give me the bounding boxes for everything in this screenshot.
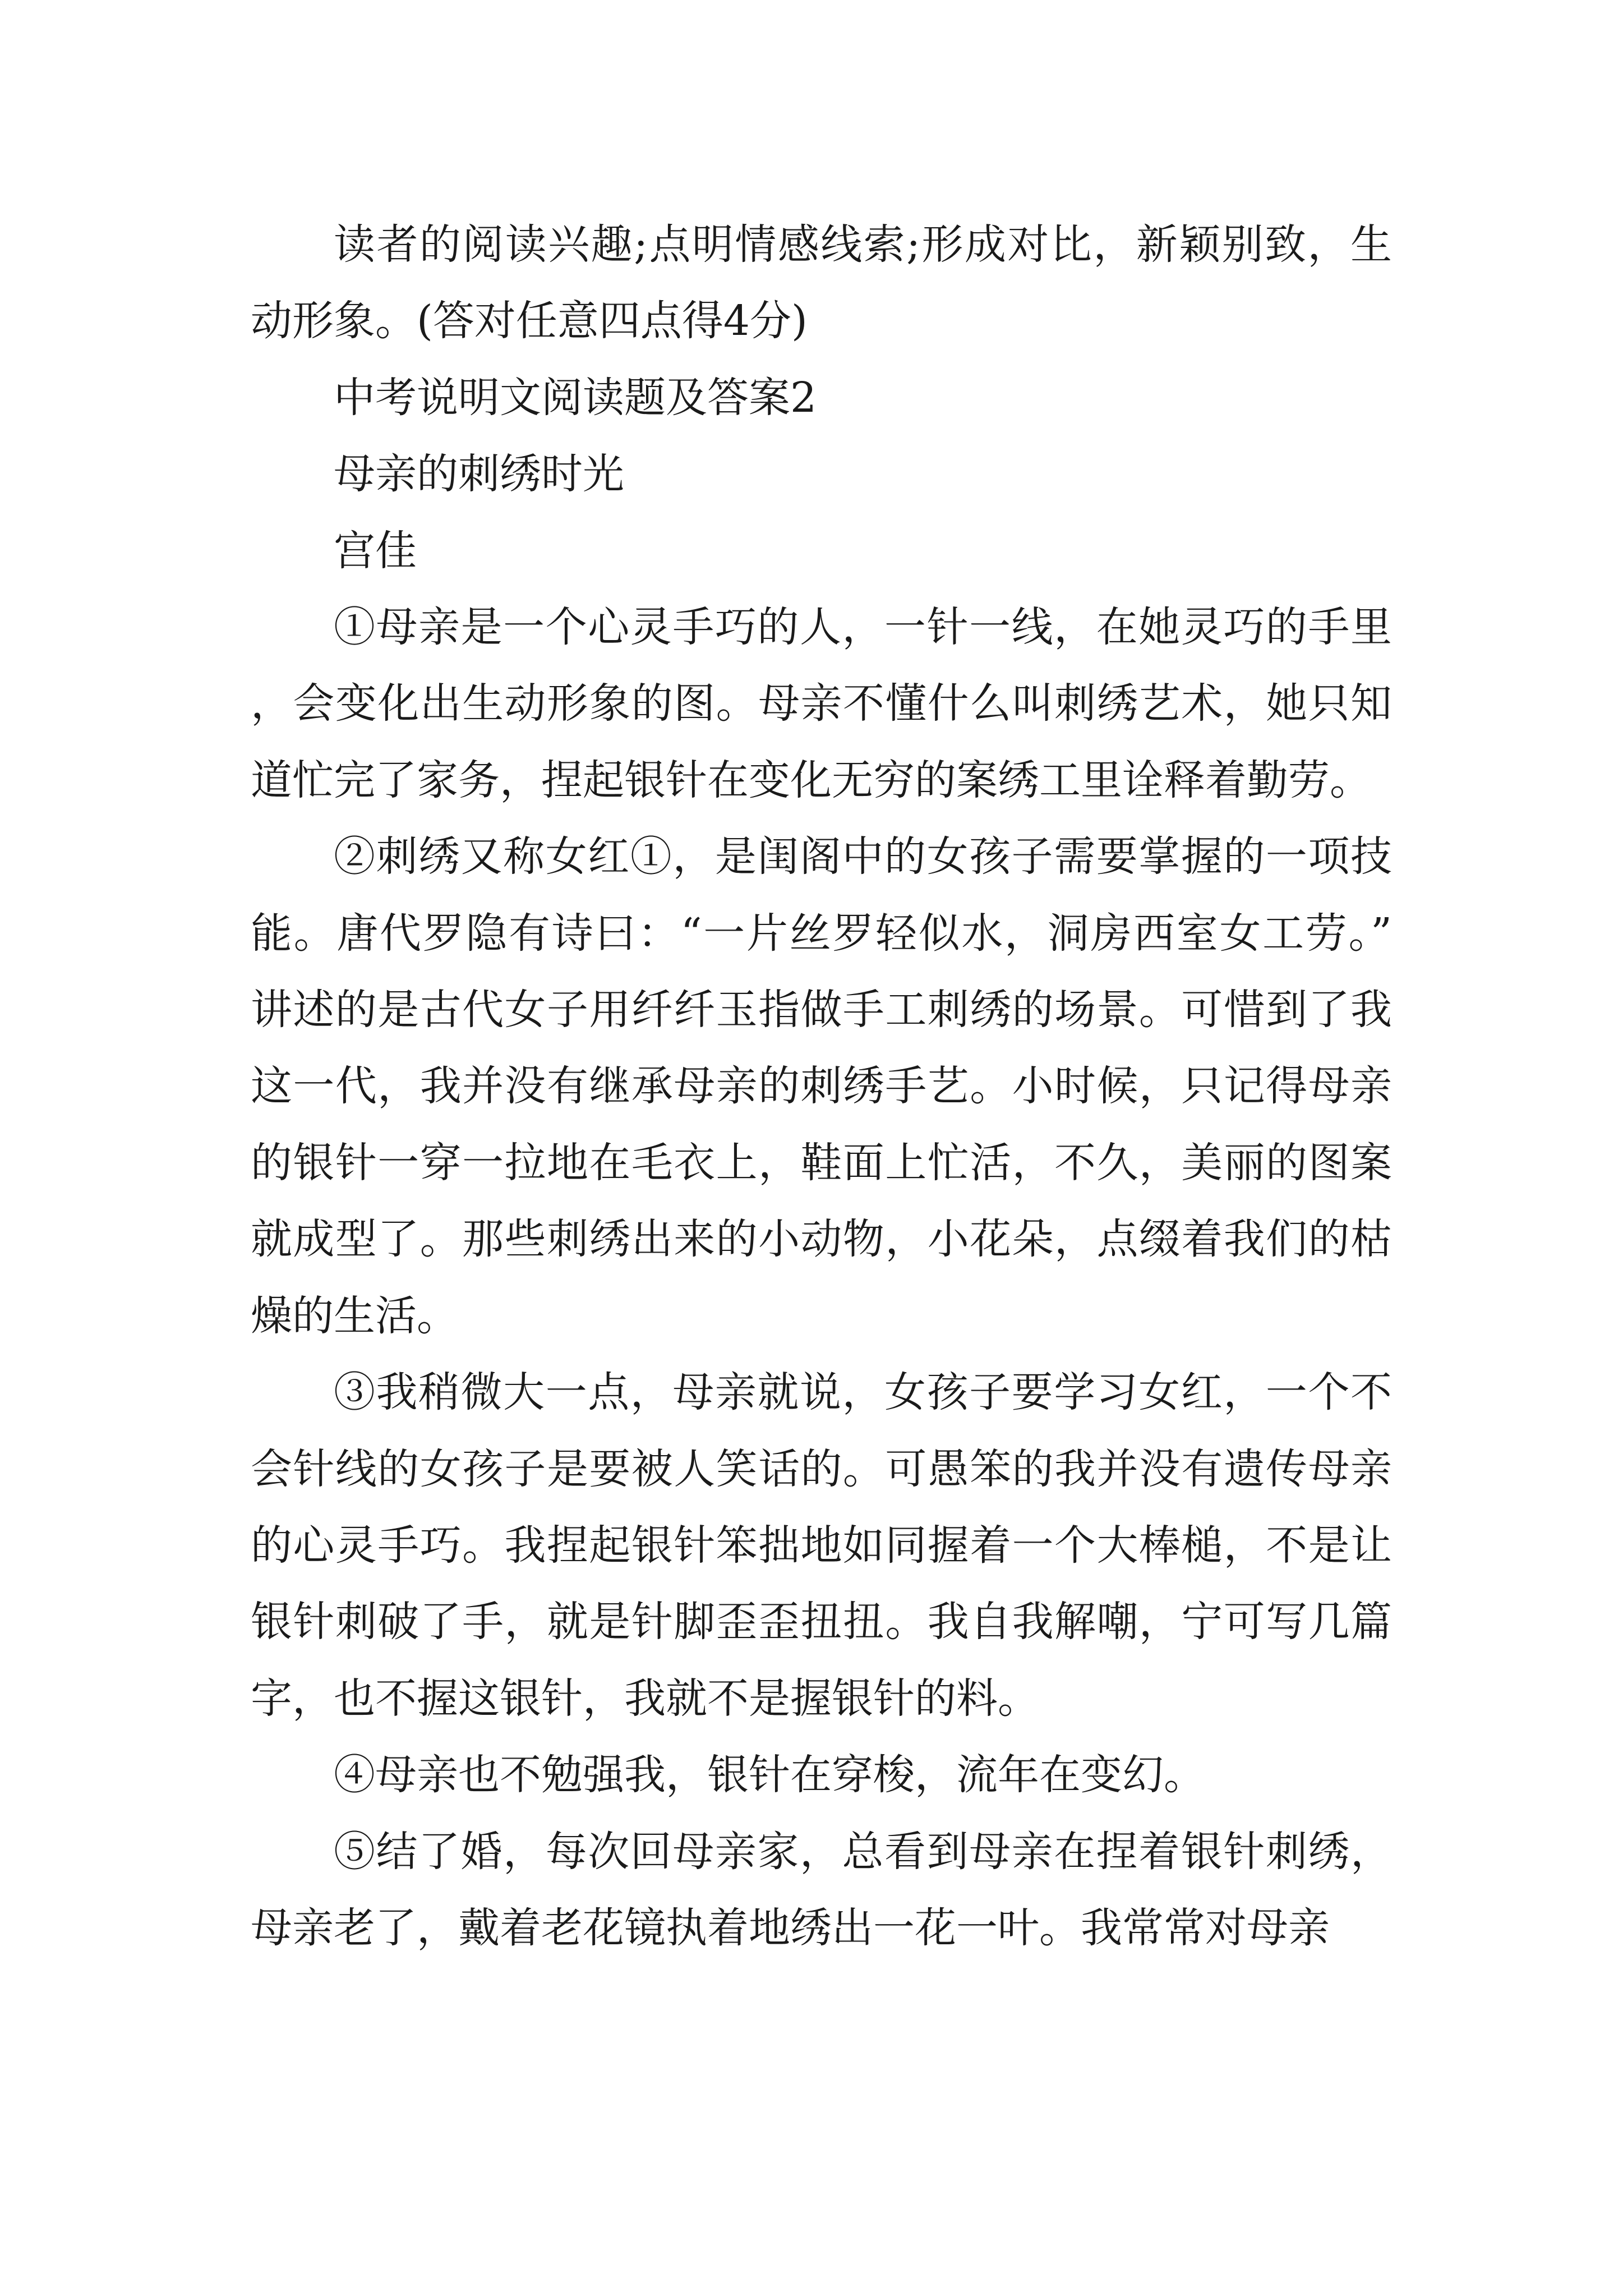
paragraph-4: ④母亲也不勉强我，银针在穿梭，流年在变幻。 [334, 1751, 1205, 1800]
article-title: 母亲的刺绣时光 [334, 450, 624, 499]
paragraph-continuation: 读者的阅读兴趣;点明情感线索;形成对比，新颖别致，生动形象。(答对任意四点得4分) [251, 220, 1392, 346]
article-author: 宫佳 [334, 526, 417, 575]
paragraph-2: ②刺绣又称女红①，是闺阁中的女孩子需要掌握的一项技能。唐代罗隐有诗曰：“一片丝罗轻似水，洞房西室女工劳。”讲述的是古代女子用纤纤玉指做手工刺绣的场景。可惜到了我这一代，我并没有继承母亲的刺绣手艺。小时候，只记得母亲的银针一穿一拉地在毛衣上，鞋面上忙活，不久，美丽的图案就成型了。那些刺绣出来的小动物，小花朵，点缀着我们的枯燥的生活。 [251, 832, 1392, 1340]
paragraph-3: ③我稍微大一点，母亲就说，女孩子要学习女红，一个不会针线的女孩子是要被人笑话的。可愚笨的我并没有遗传母亲的心灵手巧。我捏起银针笨拙地如同握着一个大棒槌，不是让银针刺破了手，就是针脚歪歪扭扭。我自我解嘲，宁可写几篇字，也不握这银针，我就不是握银针的料。 [251, 1368, 1392, 1723]
paragraph-1: ①母亲是一个心灵手巧的人，一针一线，在她灵巧的手里，会变化出生动形象的图。母亲不懂什么叫刺绣艺术，她只知道忙完了家务，捏起银针在变化无穷的案绣工里诠释着勤劳。 [251, 603, 1392, 804]
document-body [251, 206, 1392, 1966]
paragraph-5: ⑤结了婚，每次回母亲家，总看到母亲在捏着银针刺绣，母亲老了，戴着老花镜执着地绣出一花一叶。我常常对母亲 [251, 1827, 1392, 1952]
section-heading: 中考说明文阅读题及答案2 [334, 373, 817, 422]
